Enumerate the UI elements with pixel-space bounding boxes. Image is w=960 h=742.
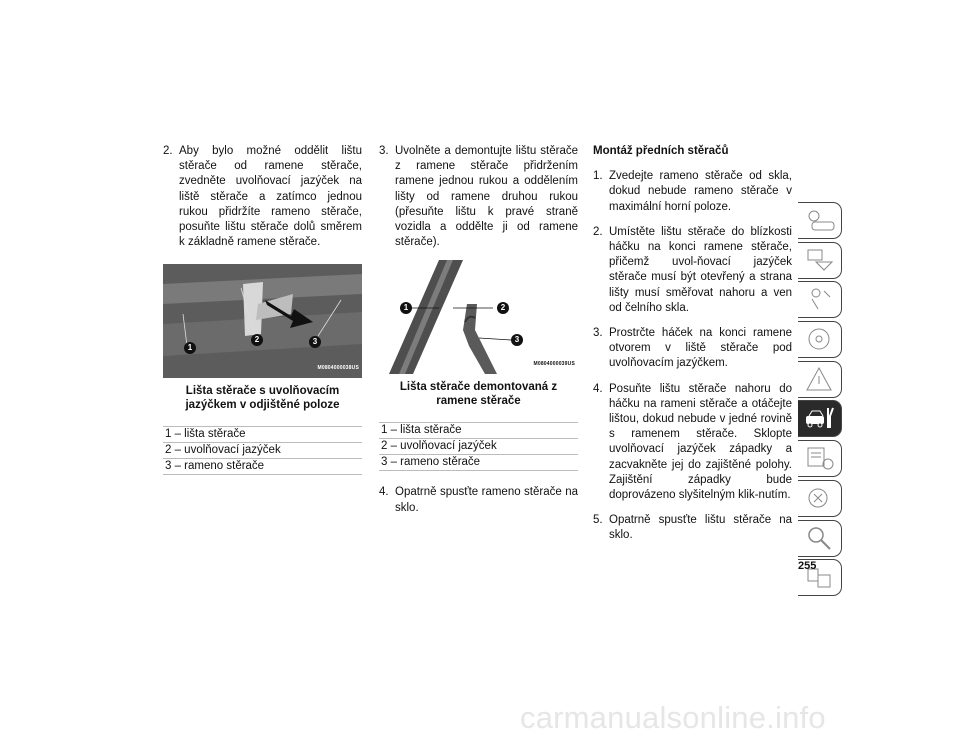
steering-wheel-icon (804, 325, 836, 353)
step-number: 3. (379, 145, 389, 157)
legend-item: 3 – rameno stěrače (163, 458, 362, 475)
warning-icon (804, 365, 836, 393)
search-icon (804, 524, 836, 552)
legend-item: 2 – uvolňovací jazýček (163, 442, 362, 458)
wiper-figure-2 (379, 260, 578, 374)
step-text: Opatrně spusťte lištu stěrače na sklo. (609, 514, 792, 542)
page-number: 255 (798, 560, 817, 572)
step-text: Umístěte lištu stěrače do blízkosti háčku na konci ramene stěrače, přičemž uvol-ňovací jazýček stěrače musí být otevřený a strana lišty musí směřovat nahoru a ven od čelního skla. (609, 225, 792, 314)
chapter-tabs (798, 202, 842, 599)
callout-2: 2 (497, 302, 509, 314)
figure-legend (379, 422, 578, 471)
step-number: 1. (593, 170, 603, 183)
install-step (593, 382, 792, 504)
figure-caption: Lišta stěrače demontovaná z ramene stěrače (399, 381, 558, 408)
legend-item: 2 – uvolňovací jazýček (379, 438, 578, 454)
tab-car-info[interactable] (798, 202, 842, 239)
legend-item: 3 – rameno stěrače (379, 454, 578, 471)
step-text: Opatrně spusťte rameno stěrače na sklo. (395, 486, 578, 514)
tab-specs[interactable] (798, 480, 842, 517)
tab-driving[interactable] (798, 321, 842, 358)
callout-3: 3 (511, 334, 523, 346)
step-text: Uvolněte a demontujte lištu stěrače z ramene stěrače přidržením ramene jednou rukou a oddělením lišty od ramene druhou rukou (přesuňte lištu k pravé straně vozidla a oddělte ji od ramene stěrače). (395, 145, 578, 249)
figure-caption: Lišta stěrače s uvolňovacím jazýčkem v odjištěné poloze (185, 385, 340, 412)
airbag-icon (804, 285, 836, 313)
wiper-figure-1 (163, 264, 362, 378)
column-2 (379, 144, 578, 526)
step-number: 2. (163, 145, 173, 157)
callout-2: 2 (251, 334, 263, 346)
callout-3: 3 (309, 336, 321, 348)
install-step (593, 169, 792, 215)
tab-service[interactable] (798, 400, 842, 437)
tab-emergency[interactable] (798, 361, 842, 398)
figure-code: M0804000039US (533, 361, 575, 368)
step-text: Zvedejte rameno stěrače od skla, dokud nebude rameno stěrače v maximální horní poloze. (609, 170, 792, 213)
section-heading: Montáž předních stěračů (593, 145, 729, 157)
tab-safety[interactable] (798, 281, 842, 318)
install-step (593, 225, 792, 316)
column-3 (593, 144, 792, 554)
step-number: 5. (593, 514, 603, 527)
install-step (593, 513, 792, 543)
legend-item: 1 – lišta stěrače (163, 426, 362, 442)
tab-index[interactable] (798, 520, 842, 557)
tab-messages[interactable] (798, 242, 842, 279)
step-2 (163, 144, 362, 250)
step-number: 3. (593, 327, 603, 340)
car-tools-icon (804, 404, 836, 432)
specs-icon (804, 484, 836, 512)
watermark: carmanualsonline.info (520, 700, 826, 735)
figure-code: M0804000038US (317, 365, 359, 372)
step-text: Posuňte lištu stěrače nahoru do háčku na rameni stěrače a otáčejte lištou, dokud nebude v jedné rovině s ramenem stěrače. Sklopte uvolňovací jazýček západky a zacvakněte jej do zajištěné polohy. Zajištění západky bude doprovázeno slyšitelným klik-nutím. (609, 382, 792, 502)
callout-1: 1 (184, 342, 196, 354)
message-icon (804, 246, 836, 274)
step-3 (379, 144, 578, 250)
step-text: Prostrčte háček na konci ramene otvorem v liště stěrače pod uvolňovacím jazýčkem. (609, 327, 792, 370)
maintenance-icon (804, 444, 836, 472)
step-number: 4. (593, 382, 603, 395)
car-info-icon (804, 206, 836, 234)
install-step (593, 326, 792, 372)
figure-legend (163, 426, 362, 475)
step-number: 4. (379, 486, 389, 499)
column-1 (163, 144, 362, 475)
step-4 (379, 485, 578, 515)
step-text: Aby bylo možné oddělit lištu stěrače od ramene stěrače, zvedněte uvolňovací jazýček na liště stěrače a zatímco jednou rukou přidržíte rameno stěrače, posuňte lištu stěrače dolů směrem k základně ramene stěrače. (179, 145, 362, 249)
step-number: 2. (593, 225, 603, 238)
tab-maintenance[interactable] (798, 440, 842, 477)
legend-item: 1 – lišta stěrače (379, 422, 578, 438)
callout-1: 1 (400, 302, 412, 314)
